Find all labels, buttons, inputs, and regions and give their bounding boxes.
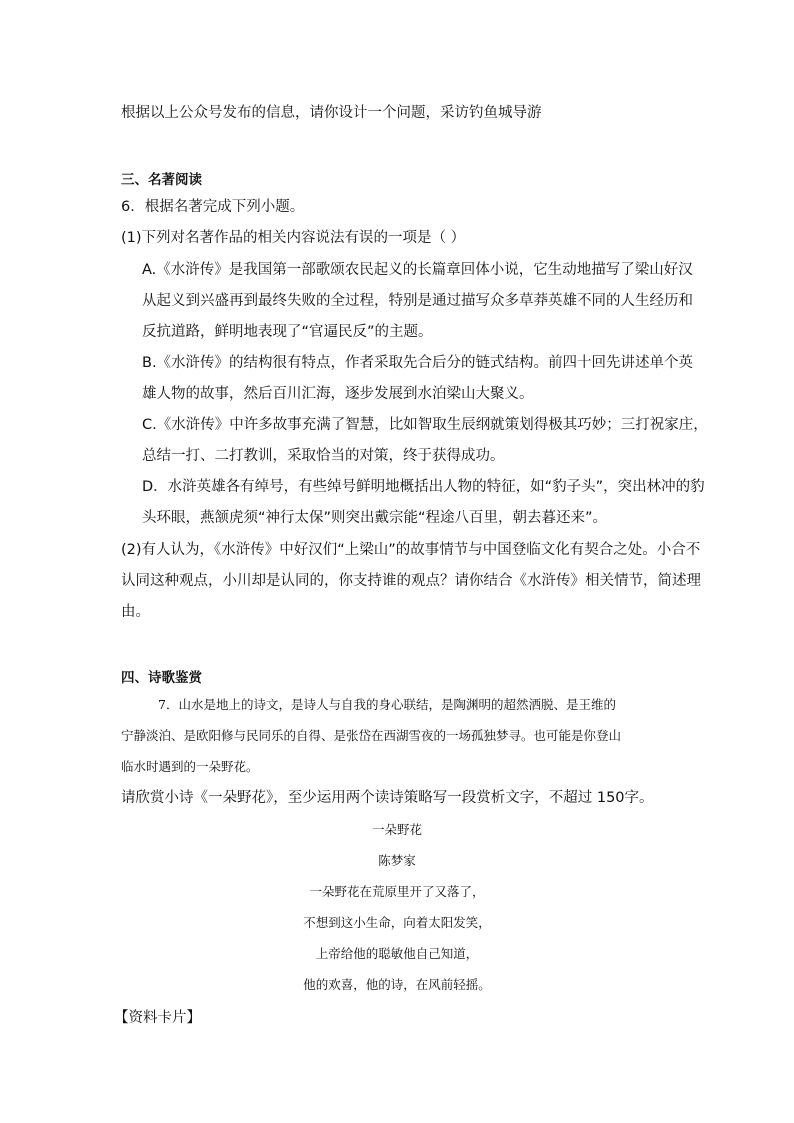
option-a-line-2: 从起义到兴盛再到最终失败的全过程，特别是通过描写众多草莽英雄不同的人生经历和	[142, 293, 693, 309]
poem-title: 一朵野花	[371, 822, 422, 837]
question-6-2-line-3: 由。	[121, 604, 150, 620]
resource-card-label: 【资料卡片】	[114, 1010, 201, 1026]
question-6-2-line-2: 认同这种观点，小川却是认同的，你支持谁的观点？请你结合《水浒传》相关情节，简述理	[121, 573, 701, 589]
option-c-line-2: 总结一打、二打教训，采取恰当的对策，终于获得成功。	[142, 448, 505, 464]
option-c-line-1: C.《水浒传》中许多故事充满了智慧，比如智取生辰纲就策划得极其巧妙；三打祝家庄，	[142, 417, 708, 433]
question-6-2-line-1: (2)有人认为，《水浒传》中好汉们“上梁山”的故事情节与中国登临文化有契合之处。小合不	[121, 542, 701, 558]
option-b-line-2: 雄人物的故事，然后百川汇海，逐步发展到水泊梁山大聚义。	[142, 386, 534, 402]
question-7-task: 请欣赏小诗《一朵野花》，至少运用两个读诗策略写一段赏析文字，不超过 150字。	[121, 790, 654, 806]
poem-line-4: 他的欢喜，他的诗，在风前轻摇。	[303, 977, 491, 992]
question-6-title: 6．根据名著完成下列小题。	[121, 199, 305, 215]
poem-line-1: 一朵野花在荒原里开了又落了，	[309, 884, 485, 899]
option-a-line-1: A.《水浒传》是我国第一部歌颂农民起义的长篇章回体小说，它生动地描写了梁山好汉	[142, 262, 693, 278]
poem-line-3: 上帝给他的聪敏他自己知道，	[315, 946, 479, 961]
poem-line-2: 不想到这小生命，向着太阳发笑，	[303, 915, 491, 930]
section-heading-classics: 三、名著阅读	[121, 172, 202, 188]
question-7-intro-line-3: 临水时遇到的一朵野花。	[121, 759, 259, 774]
section-heading-poetry: 四、诗歌鉴赏	[121, 670, 202, 686]
question-7-intro-line-2: 宁静淡泊、是欧阳修与民同乐的自得、是张岱在西湖雪夜的一场孤独梦寻。也可能是你登山	[121, 728, 622, 743]
question-7-intro-line-1: 7．山水是地上的诗文，是诗人与自我的身心联结，是陶渊明的超然洒脱、是王维的	[158, 697, 616, 712]
option-a-line-3: 反抗道路，鲜明地表现了“官逼民反”的主题。	[142, 324, 433, 340]
poem-author: 陈梦家	[378, 853, 416, 868]
interview-prompt: 根据以上公众号发布的信息，请你设计一个问题，采访钓鱼城导游	[121, 105, 542, 121]
question-6-1-stem: (1)下列对名著作品的相关内容说法有误的一项是（ ）	[121, 230, 466, 246]
option-d-line-1: D．水浒英雄各有绰号，有些绰号鲜明地概括出人物的特征，如“豹子头”，突出林冲的豹	[142, 479, 705, 495]
option-d-line-2: 头环眼，燕颔虎须“神行太保”则突出戴宗能“程途八百里，朝去暮还来”。	[142, 510, 608, 526]
option-b-line-1: B.《水浒传》的结构很有特点，作者采取先合后分的链式结构。前四十回先讲述单个英	[142, 355, 694, 371]
